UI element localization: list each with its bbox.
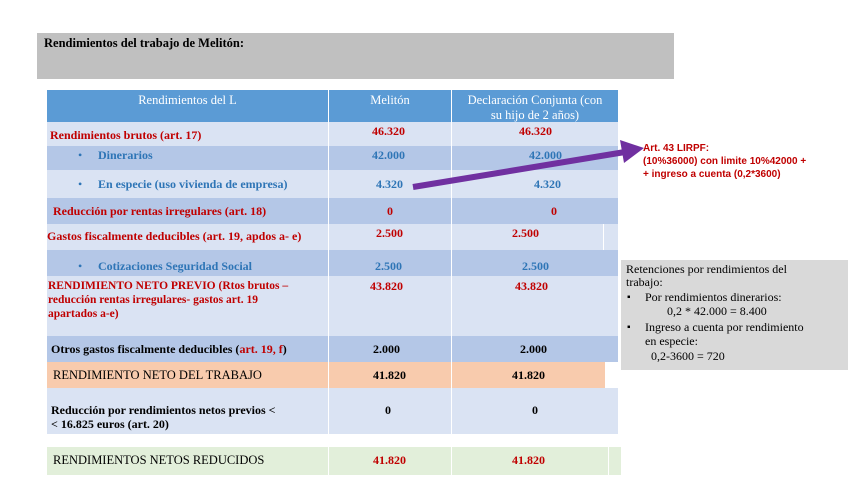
row-label-neto-previo: RENDIMIENTO NETO PREVIO (Rtos brutos – reducción rentas irregulares- gastos art. 19 apartados a-e) bbox=[48, 280, 289, 320]
cell-neto-previo-meliton: 43.820 bbox=[370, 279, 403, 293]
retenciones-box bbox=[621, 260, 848, 370]
row-label-gastos: Gastos fiscalmente deducibles (art. 19, apdos a- e) bbox=[47, 229, 302, 243]
row-label-neto-trabajo: RENDIMIENTO NETO DEL TRABAJO bbox=[53, 368, 262, 382]
cell-reduccion-netos-meliton: 0 bbox=[385, 403, 391, 417]
cell-brutos-conjunta: 46.320 bbox=[519, 124, 552, 138]
cell-especie-conjunta: 4.320 bbox=[534, 177, 561, 191]
retenciones-item-dinerarios-calc: 0,2 * 42.000 = 8.400 bbox=[667, 304, 767, 318]
retenciones-item-especie-2: en especie: bbox=[645, 334, 698, 348]
bullet: • bbox=[78, 177, 83, 191]
bullet: ▪ bbox=[627, 292, 631, 303]
note-art43: Art. 43 LIRPF: (10%36000) con limite 10%42000 + + ingreso a cuenta (0,2*3600) bbox=[643, 143, 807, 180]
cell-especie-meliton: 4.320 bbox=[376, 177, 403, 191]
retenciones-title: Retenciones por rendimientos del bbox=[626, 262, 787, 276]
column-header-conjunta: Declaración Conjunta (con su hijo de 2 años) bbox=[452, 90, 618, 122]
column-header-meliton: Melitón bbox=[329, 90, 451, 122]
cell-netos-reducidos-conjunta: 41.820 bbox=[512, 453, 545, 467]
cell-neto-trabajo-meliton: 41.820 bbox=[373, 368, 406, 382]
retenciones-title-2: trabajo: bbox=[626, 275, 663, 289]
retenciones-item-especie-calc: 0,2-3600 = 720 bbox=[651, 349, 725, 363]
row-label-cotizaciones: Cotizaciones Seguridad Social bbox=[98, 259, 253, 273]
row-label-especie: En especie (uso vivienda de empresa) bbox=[98, 177, 288, 191]
row-label-otros-gastos-c: ) bbox=[282, 342, 287, 356]
cell-reduccion-irregulares-meliton: 0 bbox=[387, 204, 393, 218]
row-label-otros-gastos-b: art. 19, f bbox=[239, 342, 283, 356]
bullet: • bbox=[78, 148, 83, 162]
arrow-shaft bbox=[413, 152, 625, 187]
cell-otros-gastos-meliton: 2.000 bbox=[373, 342, 400, 356]
retenciones-item-dinerarios: Por rendimientos dinerarios: bbox=[645, 290, 782, 304]
arrow-head bbox=[620, 140, 644, 163]
cell-brutos-meliton: 46.320 bbox=[372, 124, 405, 138]
row-label-dinerarios: Dinerarios bbox=[98, 148, 153, 162]
row-label-brutos: Rendimientos brutos (art. 17) bbox=[50, 128, 202, 142]
column-header-label: Rendimientos del L bbox=[47, 90, 328, 122]
row-label-reduccion-irregulares: Reducción por rentas irregulares (art. 18) bbox=[53, 204, 267, 218]
page-title: Rendimientos del trabajo de Melitón: bbox=[44, 36, 244, 50]
bullet: • bbox=[78, 259, 83, 273]
cell-otros-gastos-conjunta: 2.000 bbox=[520, 342, 547, 356]
cell-dinerarios-meliton: 42.000 bbox=[372, 148, 405, 162]
cell-gastos-conjunta: 2.500 bbox=[512, 226, 539, 240]
cell-cotizaciones-conjunta: 2.500 bbox=[522, 259, 549, 273]
cell-neto-previo-conjunta: 43.820 bbox=[515, 279, 548, 293]
bullet: ▪ bbox=[627, 322, 631, 333]
cell-gastos-meliton: 2.500 bbox=[376, 226, 403, 240]
retenciones-item-especie: Ingreso a cuenta por rendimiento bbox=[645, 320, 804, 334]
row-label-otros-gastos-a: Otros gastos fiscalmente deducibles ( bbox=[51, 342, 240, 356]
cell-neto-trabajo-conjunta: 41.820 bbox=[512, 368, 545, 382]
cell-reduccion-netos-conjunta: 0 bbox=[532, 403, 538, 417]
cell-dinerarios-conjunta: 42.000 bbox=[529, 148, 562, 162]
row-label-reduccion-netos: Reducción por rendimientos netos previos < < 16.825 euros (art. 20) bbox=[51, 403, 276, 431]
cell-reduccion-irregulares-conjunta: 0 bbox=[551, 204, 557, 218]
row-label-netos-reducidos: RENDIMIENTOS NETOS REDUCIDOS bbox=[53, 453, 265, 467]
cell-netos-reducidos-meliton: 41.820 bbox=[373, 453, 406, 467]
cell-cotizaciones-meliton: 2.500 bbox=[375, 259, 402, 273]
